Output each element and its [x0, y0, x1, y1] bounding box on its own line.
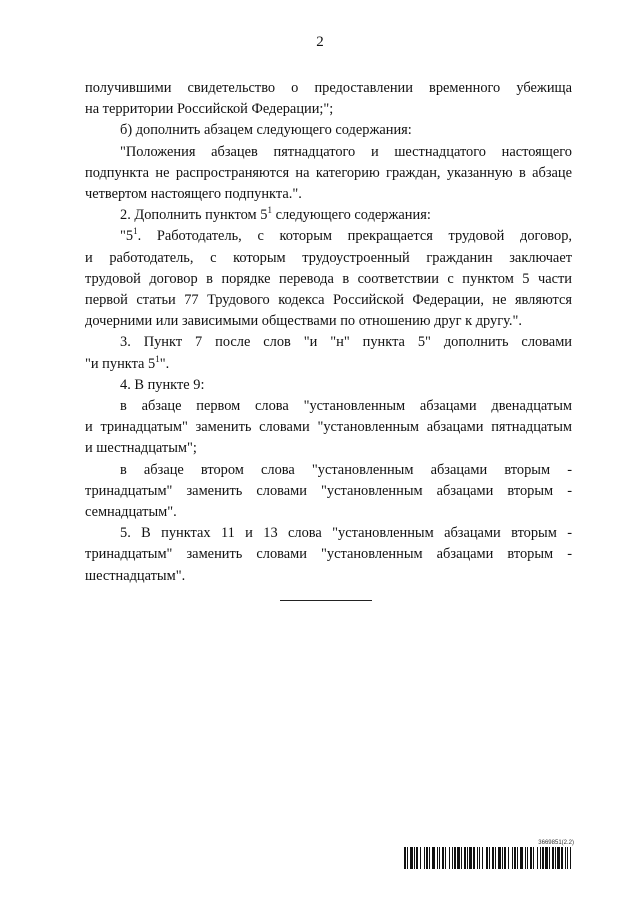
document-body — [85, 78, 572, 587]
text-line: получившими свидетельство о предоставлении временного убежища — [85, 80, 572, 96]
text-line: семнадцатым". — [85, 504, 177, 521]
text-line — [85, 205, 572, 226]
barcode-bar — [420, 847, 421, 869]
text-line — [85, 354, 572, 375]
barcode-bar — [537, 847, 538, 869]
barcode-bar — [439, 847, 440, 869]
barcode-bar — [565, 847, 566, 869]
barcode-bar — [461, 847, 462, 869]
barcode-bar — [416, 847, 418, 869]
barcode-bar — [486, 847, 488, 869]
barcode-bar — [545, 847, 548, 869]
barcode-bar — [454, 847, 456, 869]
text-line: в абзаце первом слова "установленным абзацами двенадцатым — [120, 398, 572, 415]
text-line: первой статьи 77 Трудового кодекса Российской Федерации, не являются — [85, 292, 572, 309]
text-run: "и пункта 5 — [85, 355, 156, 372]
text-line: 3. Пункт 7 после слов "и "н" пункта 5" дополнить словами — [120, 334, 572, 351]
barcode-bar — [432, 847, 435, 869]
barcode-bar — [530, 847, 532, 869]
barcode-bar — [517, 847, 518, 869]
text-line: 5. В пунктах 11 и 13 слова "установленным абзацами вторым - — [120, 525, 572, 542]
barcode-bar — [542, 847, 544, 869]
barcode-bar — [570, 847, 571, 869]
barcode-bar — [527, 847, 528, 869]
barcode-bar — [502, 847, 503, 869]
superscript: 1 — [155, 353, 160, 364]
superscript: 1 — [267, 205, 272, 216]
text-line: подпункта не распространяются на категорию граждан, указанную в абзаце — [85, 164, 572, 181]
barcode-bar — [540, 847, 541, 869]
text-run: . Работодатель, с которым прекращается трудовой договор, — [137, 228, 572, 245]
barcode-bar — [508, 847, 509, 869]
barcode-bar — [520, 847, 523, 869]
barcode-bar — [498, 847, 501, 869]
text-line: дочерними или зависимыми обществами по отношению друг к другу.". — [85, 313, 522, 330]
text-line: на территории Российской Федерации;"; — [85, 101, 334, 118]
barcode-bar — [567, 847, 568, 869]
barcode-bar — [489, 847, 490, 869]
barcode-bar — [426, 847, 428, 869]
barcode-bar — [504, 847, 506, 869]
barcode-bar — [525, 847, 526, 869]
barcode-number: 3669851(2.2) — [538, 840, 574, 846]
barcode-bar — [410, 847, 413, 869]
barcode-bar — [429, 847, 430, 869]
text-line: и шестнадцатым"; — [85, 440, 197, 457]
barcode-bar — [467, 847, 468, 869]
text-line: тринадцатым" заменить словами "установленным абзацами вторым - — [85, 546, 572, 563]
text-line: в абзаце втором слова "установленным абзацами вторым - — [120, 461, 572, 478]
barcode-block — [404, 840, 574, 870]
barcode-bar — [557, 847, 560, 869]
superscript: 1 — [133, 226, 138, 237]
barcode-bar — [482, 847, 483, 869]
text-run: следующего содержания: — [271, 207, 431, 224]
text-line: 4. В пункте 9: — [120, 376, 205, 393]
barcode-bar — [479, 847, 480, 869]
text-line: и работодатель, с которым трудоустроенный гражданин заключает — [85, 249, 572, 266]
barcode-bar — [449, 847, 450, 869]
barcode-bar — [457, 847, 460, 869]
text-line: тринадцатым" заменить словами "установленным абзацами вторым - — [85, 482, 572, 499]
end-divider — [280, 600, 372, 601]
barcode-bar — [452, 847, 453, 869]
text-line: трудовой договор в порядке перевода в соответствии с пунктом 5 части — [85, 270, 572, 287]
barcode-bar — [464, 847, 466, 869]
text-line — [85, 226, 572, 247]
barcode-bar — [424, 847, 425, 869]
text-run: "5 — [120, 228, 134, 245]
barcode-bar — [552, 847, 554, 869]
text-line: и тринадцатым" заменить словами "установленным абзацами пятнадцатым — [85, 419, 572, 436]
barcode-bar — [477, 847, 478, 869]
barcode-bar — [469, 847, 472, 869]
barcode-bar — [404, 847, 406, 869]
barcode-bar — [407, 847, 408, 869]
page-number: 2 — [316, 34, 324, 50]
barcode-bar — [492, 847, 494, 869]
barcode-bar — [561, 847, 563, 869]
barcode-bar — [445, 847, 446, 869]
barcode-bar — [442, 847, 444, 869]
barcode — [404, 847, 574, 869]
barcode-bar — [414, 847, 415, 869]
barcode-bar — [437, 847, 438, 869]
barcode-bar — [514, 847, 516, 869]
text-line: б) дополнить абзацем следующего содержания: — [120, 122, 412, 139]
text-line: "Положения абзацев пятнадцатого и шестнадцатого настоящего — [120, 143, 572, 160]
barcode-bar — [512, 847, 513, 869]
barcode-bar — [533, 847, 534, 869]
text-line: четвертом настоящего подпункта.". — [85, 186, 302, 203]
barcode-bar — [473, 847, 475, 869]
barcode-bar — [549, 847, 550, 869]
barcode-bar — [495, 847, 496, 869]
text-run: ". — [159, 355, 170, 372]
text-run: 2. Дополнить пунктом 5 — [120, 207, 268, 224]
barcode-bar — [555, 847, 556, 869]
text-line: шестнадцатым". — [85, 567, 186, 584]
